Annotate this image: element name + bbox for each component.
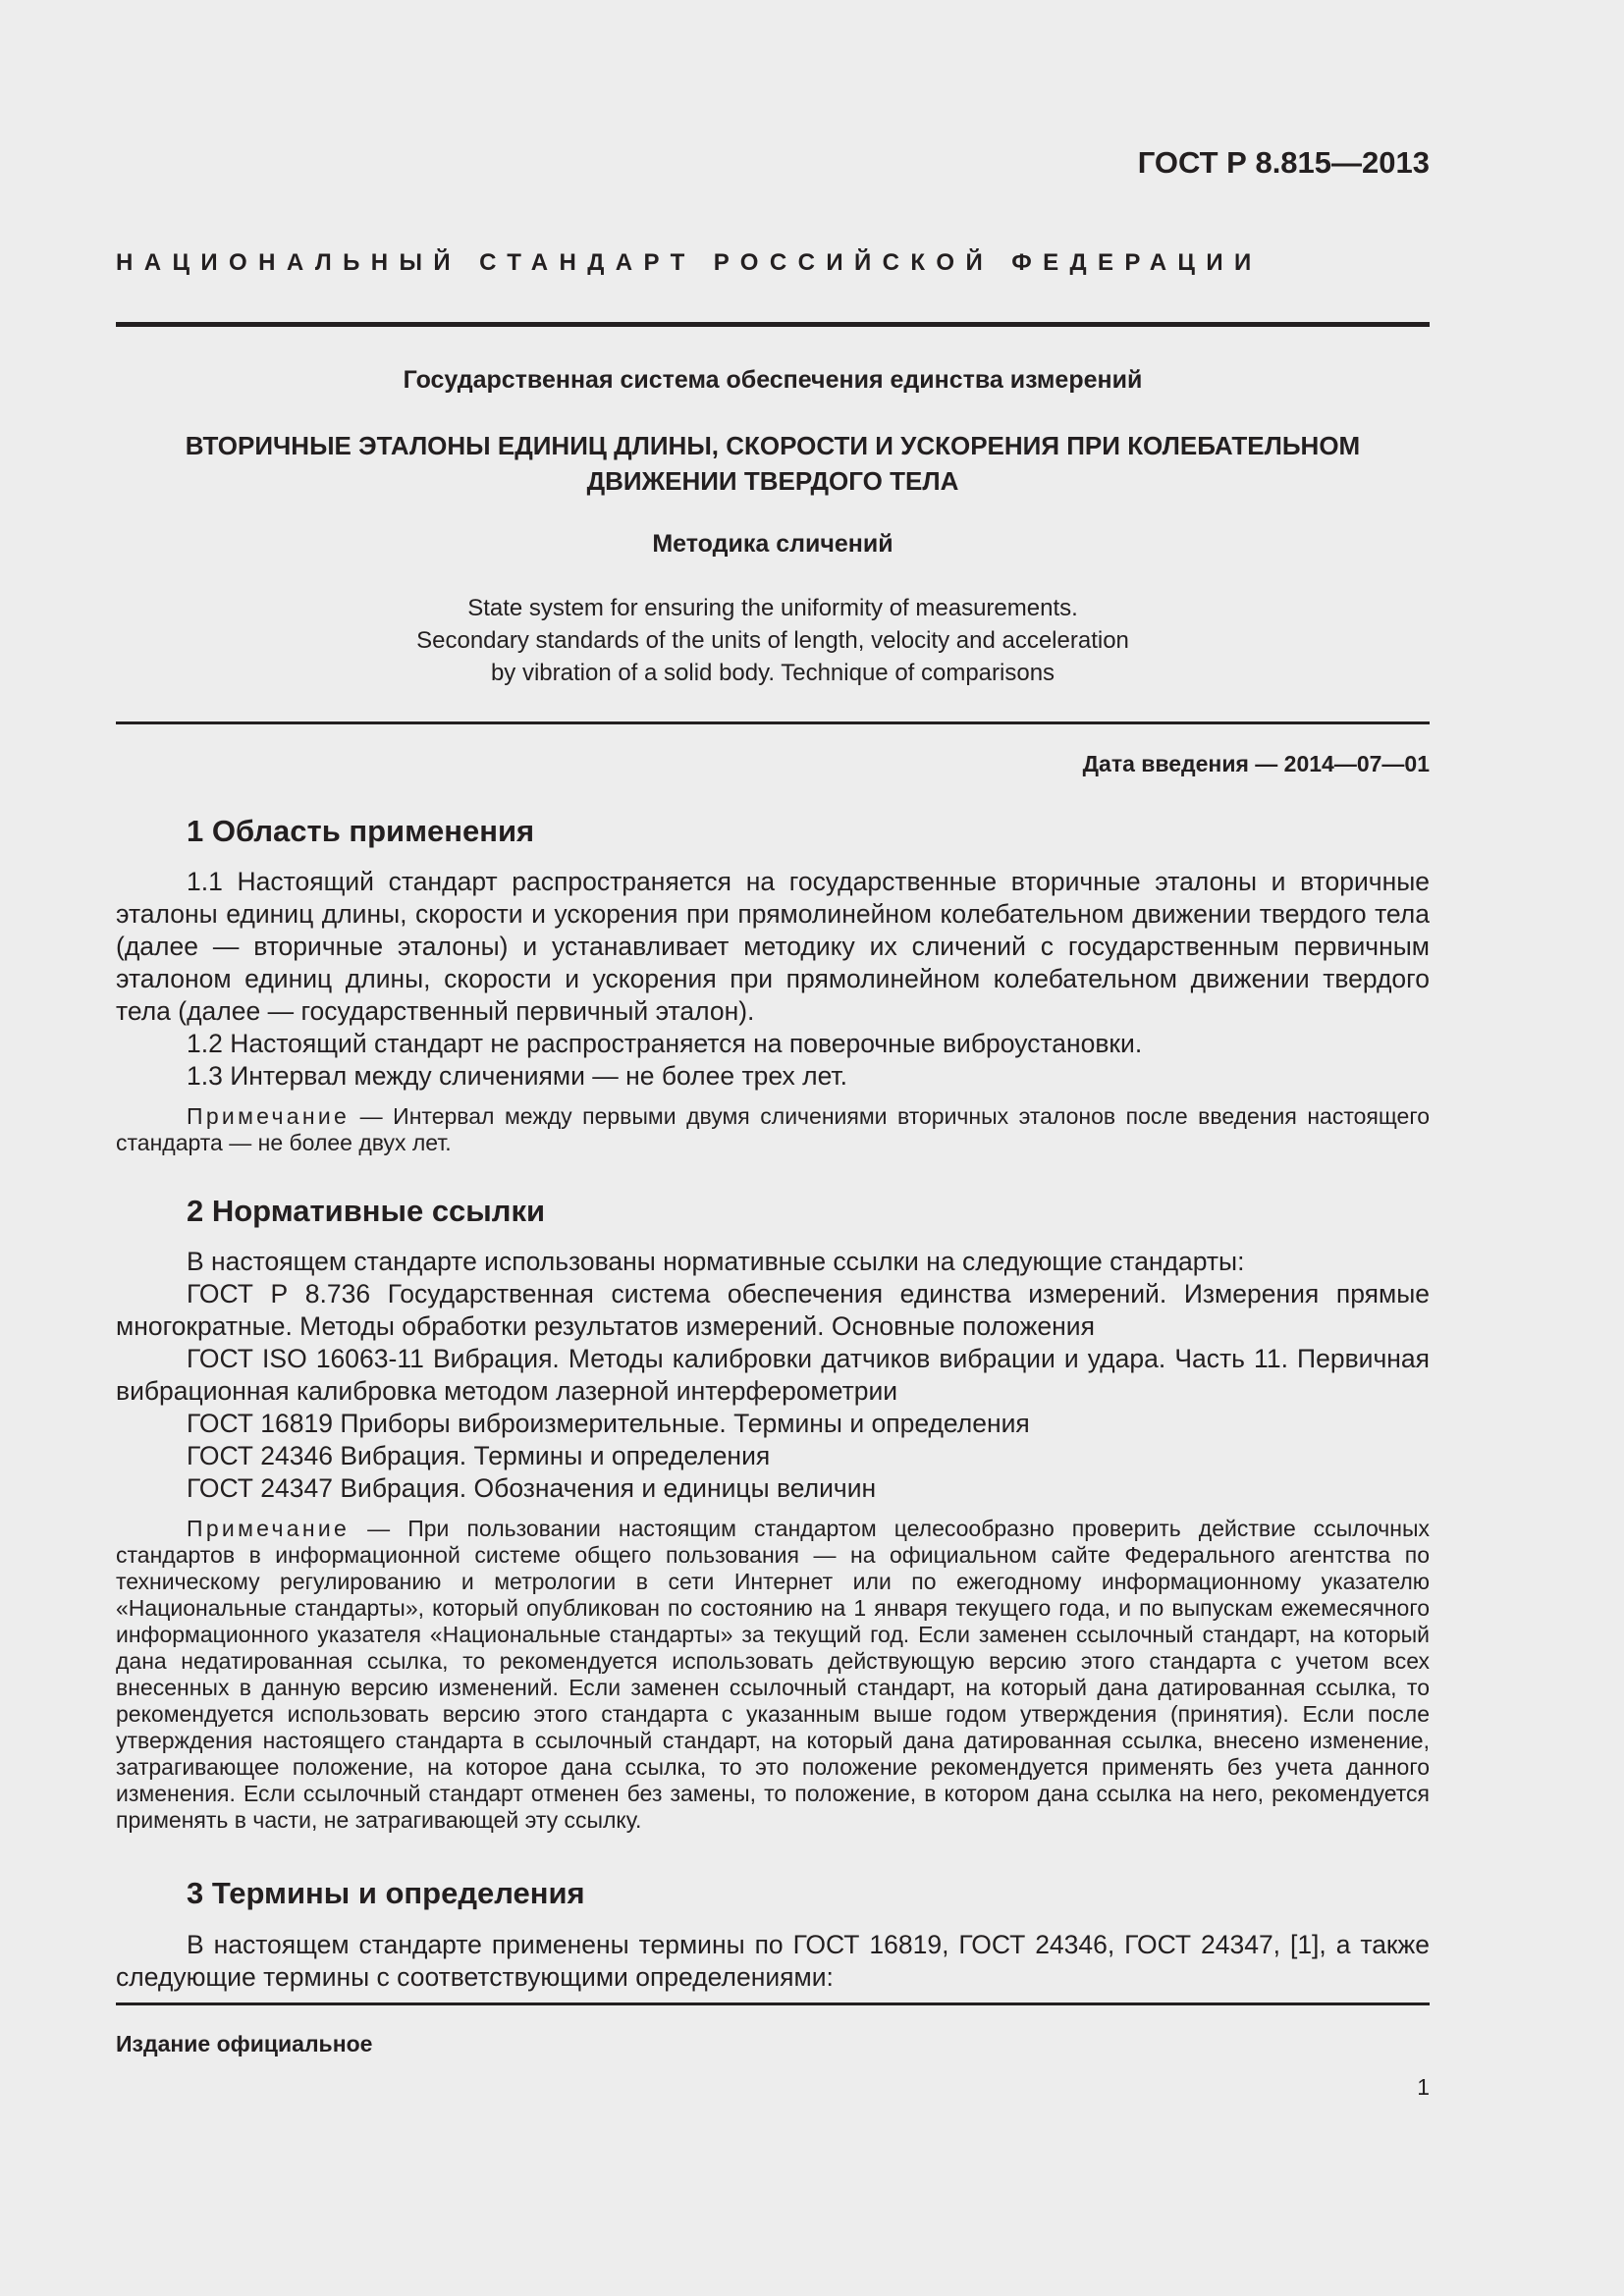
main-title [116,428,1430,499]
note-text: — Интервал между первыми двумя сличениями вторичных эталонов после введения настоящего стандарта — не более двух лет. [116,1103,1430,1155]
english-title [116,592,1430,689]
reference-gost-24346: ГОСТ 24346 Вибрация. Термины и определения [187,1441,771,1470]
title-divider [116,721,1430,724]
note-text: — При пользовании настоящим стандартом целесообразно проверить действие ссылочных стандартов в информационной системе общего пользования — на официальном сайте Федерального агентства по техническому регулированию и метрологии в сети Интернет или по ежегодному информационному указателю «Национальные стандарты», который опубликован по состоянию на 1 января текущего года, и по выпускам ежемесячного информационного указателя «Национальные стандарты» за текущий год. Если заменен ссылочный стандарт, на который дана недатированная ссылка, то рекомендуется использовать действующую версию этого стандарта с учетом всех внесенных в данную версию изменений. Если заменен ссылочный стандарт, на который дана датированная ссылка, то рекомендуется использовать версию этого стандарта с указанным выше годом утверждения (принятия). Если после утверждения настоящего стандарта в ссылочный стандарт, на который дана датированная ссылка, внесено изменение, затрагивающее положение, на которое дана ссылка, то это положение рекомендуется применять без учета данного изменения. Если ссылочный стандарт отменен без замены, то положение, в котором дана ссылка на него, рекомендуется применять в части, не затрагивающей эту ссылку. [116,1516,1430,1833]
subtitle: Методика сличений [652,530,893,558]
official-edition-label: Издание официальное [116,2031,373,2056]
document-number: ГОСТ Р 8.815—2013 [1137,145,1430,180]
reference-gost-16819: ГОСТ 16819 Приборы виброизмерительные. Термины и определения [187,1409,1030,1438]
national-standard-banner: НАЦИОНАЛЬНЫЙ СТАНДАРТ РОССИЙСКОЙ ФЕДЕРАЦИИ [116,249,1263,276]
main-title-line-2: ДВИЖЕНИИ ТВЕРДОГО ТЕЛА [586,466,959,496]
footer-divider [116,2002,1430,2005]
reference-gost-24347: ГОСТ 24347 Вибрация. Обозначения и единицы величин [187,1473,877,1503]
reference-gost-iso-16063-11: ГОСТ ISO 16063-11 Вибрация. Методы калибровки датчиков вибрации и удара. Часть 11. Первичная вибрационная калибровка методом лазерной интерферометрии [116,1344,1430,1406]
note-label: Примечание [187,1103,351,1129]
system-title: Государственная система обеспечения единства измерений [403,366,1143,394]
reference-gost-r-8-736: ГОСТ Р 8.736 Государственная система обеспечения единства измерений. Измерения прямые многократные. Методы обработки результатов измерений. Основные положения [116,1279,1430,1341]
english-title-line-3: by vibration of a solid body. Technique of comparisons [490,660,1056,686]
section-1-note [116,1103,1430,1156]
english-title-line-2: Secondary standards of the units of length, velocity and acceleration [416,627,1129,654]
page-number: 1 [1417,2074,1430,2100]
section-1-paragraph-3: 1.3 Интервал между сличениями — не более трех лет. [187,1061,847,1091]
section-2-heading: 2 Нормативные ссылки [187,1194,546,1228]
note-label: Примечание [187,1516,351,1541]
header-divider [116,322,1430,327]
section-2-note [116,1516,1430,1834]
section-1-paragraph-2: 1.2 Настоящий стандарт не распространяется на поверочные виброустановки. [187,1029,1143,1058]
introduction-date: Дата введения — 2014—07—01 [1082,751,1430,776]
section-3-heading: 3 Термины и определения [187,1876,585,1910]
section-1-heading: 1 Область применения [187,814,535,848]
main-title-line-1: ВТОРИЧНЫЕ ЭТАЛОНЫ ЕДИНИЦ ДЛИНЫ, СКОРОСТИ И УСКОРЕНИЯ ПРИ КОЛЕБАТЕЛЬНОМ [185,431,1361,460]
section-2-intro: В настоящем стандарте использованы нормативные ссылки на следующие стандарты: [187,1247,1245,1276]
section-3-paragraph-1: В настоящем стандарте применены термины по ГОСТ 16819, ГОСТ 24346, ГОСТ 24347, [1], а также следующие термины с соответствующими определениями: [116,1930,1430,1992]
section-1-paragraph-1: 1.1 Настоящий стандарт распространяется на государственные вторичные эталоны и вторичные эталоны единиц длины, скорости и ускорения при прямолинейном колебательном движении твердого тела (далее — вторичные эталоны) и устанавливает методику их сличений с государственным первичным эталоном единиц длины, скорости и ускорения при прямолинейном колебательном движении твердого тела (далее — государственный первичный эталон). [116,867,1430,1026]
english-title-line-1: State system for ensuring the uniformity of measurements. [467,595,1078,621]
document-page [116,0,1430,2296]
